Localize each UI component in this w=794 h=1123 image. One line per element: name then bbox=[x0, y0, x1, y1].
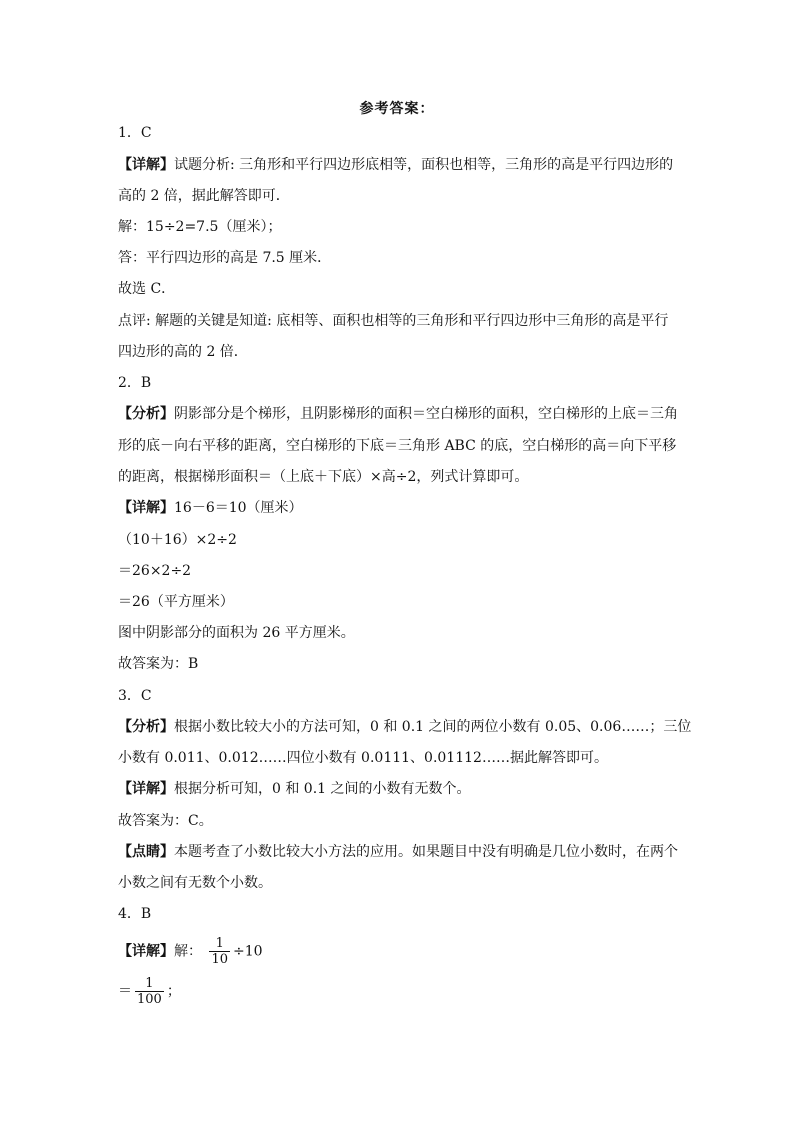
q4-result-line bbox=[118, 976, 181, 1007]
section-tag: 【点睛】 bbox=[118, 844, 174, 860]
section-tag: 【详解】 bbox=[118, 943, 174, 960]
q4-label: 解： bbox=[174, 943, 202, 960]
line-text: 1．C bbox=[118, 125, 152, 141]
q4-detail-line bbox=[118, 936, 263, 967]
answer-line bbox=[118, 686, 152, 706]
answer-line bbox=[118, 717, 691, 737]
answer-line bbox=[118, 592, 234, 612]
line-text: 四边形的高的 2 倍． bbox=[118, 344, 248, 360]
line-text: 形的底－向右平移的距离，空白梯形的下底＝三角形 ABC 的底，空白梯形的高＝向下平移 bbox=[118, 438, 677, 454]
section-tag: 【详解】 bbox=[118, 781, 174, 797]
line-text: 答：平行四边形的高是 7.5 厘米． bbox=[118, 250, 332, 266]
answer-line bbox=[118, 373, 151, 393]
line-text: 的距离，根据梯形面积＝（上底＋下底）×高÷2，列式计算即可。 bbox=[118, 469, 529, 485]
line-text: 故答案为：C。 bbox=[118, 813, 213, 829]
line-text: 小数有 0.011、0.012……四位小数有 0.0111、0.01112……据此解答即可。 bbox=[118, 750, 608, 766]
answer-line bbox=[118, 623, 355, 643]
q4-end-mark: ； bbox=[166, 983, 181, 1000]
answer-line bbox=[118, 811, 213, 831]
line-text: 根据小数比较大小的方法可知，0 和 0.1 之间的两位小数有 0.05、0.06……；三位 bbox=[174, 719, 692, 735]
line-text: 16－6＝10（厘米） bbox=[174, 500, 303, 516]
answer-line bbox=[118, 561, 191, 581]
line-text: 试题分析: 三角形和平行四边形底相等，面积也相等，三角形的高是平行四边形的 bbox=[174, 157, 674, 173]
line-text: 故答案为：B bbox=[118, 656, 199, 672]
line-text: 故选 C． bbox=[118, 281, 176, 297]
fraction-1-10: $\frac{1}{10}$ bbox=[211, 936, 228, 967]
page-title: 参考答案： bbox=[359, 101, 435, 117]
answer-line bbox=[118, 436, 676, 456]
answer-line bbox=[118, 186, 290, 206]
answer-line bbox=[118, 217, 281, 237]
answer-line bbox=[118, 155, 673, 175]
line-text: ＝26×2÷2 bbox=[118, 563, 192, 579]
answer-line bbox=[118, 530, 237, 550]
answer-line bbox=[118, 342, 248, 362]
answer-line bbox=[118, 748, 608, 768]
line-text: 高的 2 倍，据此解答即可． bbox=[118, 188, 290, 204]
line-text: 2．B bbox=[118, 375, 152, 391]
line-text: ＝26（平方厘米） bbox=[118, 594, 234, 610]
answer-line bbox=[118, 654, 198, 674]
section-tag: 【详解】 bbox=[118, 500, 174, 516]
line-text: 本题考查了小数比较大小方法的应用。如果题目中没有明确是几位小数时，在两个 bbox=[174, 844, 678, 860]
line-text: （10＋16）×2÷2 bbox=[118, 532, 237, 548]
answer-line bbox=[118, 123, 152, 143]
q4-operator: ÷10 bbox=[233, 943, 263, 960]
line-text: 4．B bbox=[118, 906, 152, 922]
answer-line bbox=[118, 904, 151, 924]
answer-line bbox=[118, 498, 303, 518]
answer-line bbox=[118, 842, 678, 862]
line-text: 小数之间有无数个小数。 bbox=[118, 875, 272, 891]
line-text: 点评: 解题的关键是知道: 底相等、面积也相等的三角形和平行四边形中三角形的高是平行 bbox=[118, 313, 669, 329]
section-tag: 【详解】 bbox=[118, 157, 174, 173]
line-text: 阴影部分是个梯形，且阴影梯形的面积＝空白梯形的面积，空白梯形的上底＝三角 bbox=[174, 406, 678, 422]
answer-line bbox=[118, 311, 668, 331]
answer-line bbox=[118, 248, 331, 268]
answer-line bbox=[118, 467, 528, 487]
fraction-1-100: $\frac{1}{100}$ bbox=[137, 976, 162, 1007]
section-tag: 【分析】 bbox=[118, 406, 174, 422]
line-text: 图中阴影部分的面积为 26 平方厘米。 bbox=[118, 625, 355, 641]
section-tag: 【分析】 bbox=[118, 719, 174, 735]
line-text: 根据分析可知，0 和 0.1 之间的小数有无数个。 bbox=[174, 781, 471, 797]
answer-line bbox=[118, 279, 175, 299]
line-text: 解：15÷2=7.5（厘米）； bbox=[118, 219, 282, 235]
line-text: 3．C bbox=[118, 688, 152, 704]
equals-sign: ＝ bbox=[118, 983, 132, 1000]
answer-line bbox=[118, 404, 678, 424]
answer-line bbox=[118, 873, 272, 893]
answer-line bbox=[118, 779, 471, 799]
